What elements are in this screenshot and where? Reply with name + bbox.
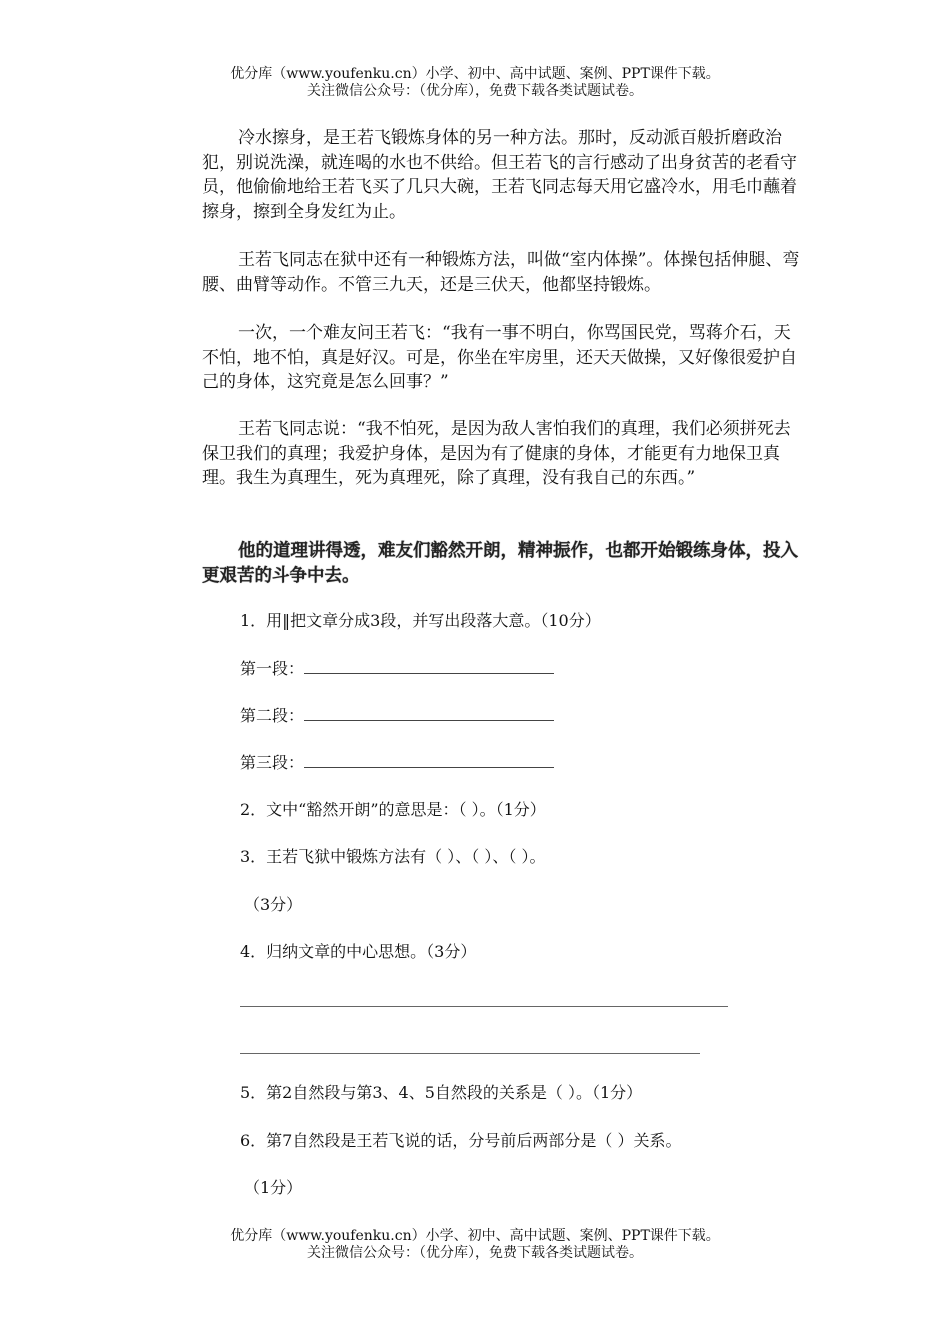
paragraph-wang-reply: 王若飞同志说：“我不怕死，是因为敌人害怕我们的真理，我们必须拼死去保卫我们的真理；我爱护身体，是因为有了健康的身体，才能更有力地保卫真理。我生为真理生，死为真理死，除了真理，没有我自己的东西。” <box>202 419 791 488</box>
question-3-score: （3分） <box>244 895 303 914</box>
question-4: 4．归纳文章的中心思想。（3分） <box>240 942 477 961</box>
answer-line-1[interactable] <box>240 1006 728 1007</box>
header-line-2: 关注微信公众号：（优分库），免费下载各类试题试卷。 <box>307 83 643 99</box>
segment-2-label: 第二段： <box>240 706 305 725</box>
segment-3-blank[interactable] <box>304 753 554 768</box>
segment-3-label: 第三段： <box>240 753 305 772</box>
page-header <box>0 66 950 100</box>
paragraph-conclusion: 他的道理讲得透，难友们豁然开朗，精神振作，也都开始锻练身体，投入更艰苦的斗争中去。 <box>202 541 798 586</box>
answer-line-2[interactable] <box>240 1053 700 1054</box>
segment-2-blank[interactable] <box>304 706 554 721</box>
segment-2-row <box>240 706 554 726</box>
segment-3-row <box>240 753 554 773</box>
segment-1-label: 第一段： <box>240 659 305 678</box>
header-line-1: 优分库（www.youfenku.cn）小学、初中、高中试题、案例、PPT课件下载。 <box>230 66 720 82</box>
question-1: 1．用‖把文章分成3段，并写出段落大意。（10分） <box>240 611 601 630</box>
question-6-score: （1分） <box>244 1178 303 1197</box>
paragraph-inmate-question: 一次，一个难友问王若飞：“我有一事不明白，你骂国民党，骂蒋介石，天不怕，地不怕，真是好汉。可是，你坐在牢房里，还天天做操，又好像很爱护自己的身体，这究竟是怎么回事？” <box>202 323 797 392</box>
footer-line-2: 关注微信公众号：（优分库），免费下载各类试题试卷。 <box>307 1245 643 1261</box>
paragraph-cold-water: 冷水擦身，是王若飞锻炼身体的另一种方法。那时，反动派百般折磨政治犯，别说洗澡，就连喝的水也不供给。但王若飞的言行感动了出身贫苦的老看守员，他偷偷地给王若飞买了几只大碗，王若飞同志每天用它盛冷水，用毛巾蘸着擦身，擦到全身发红为止。 <box>202 128 797 222</box>
question-3: 3．王若飞狱中锻炼方法有（ ）、（ ）、（ ）。 <box>240 847 546 866</box>
paragraph-indoor-exercise: 王若飞同志在狱中还有一种锻炼方法，叫做“室内体操”。体操包括伸腿、弯腰、曲臂等动作。不管三九天，还是三伏天，他都坚持锻炼。 <box>202 250 800 295</box>
question-6: 6．第7自然段是王若飞说的话，分号前后两部分是（ ）关系。 <box>240 1131 682 1150</box>
question-5: 5．第2自然段与第3、4、5自然段的关系是（ ）。（1分） <box>240 1083 643 1102</box>
segment-1-blank[interactable] <box>304 659 554 674</box>
page-footer <box>0 1228 950 1262</box>
question-2: 2．文中“豁然开朗”的意思是：（ ）。（1分） <box>240 800 546 819</box>
footer-line-1: 优分库（www.youfenku.cn）小学、初中、高中试题、案例、PPT课件下载。 <box>230 1228 720 1244</box>
segment-1-row <box>240 659 554 679</box>
